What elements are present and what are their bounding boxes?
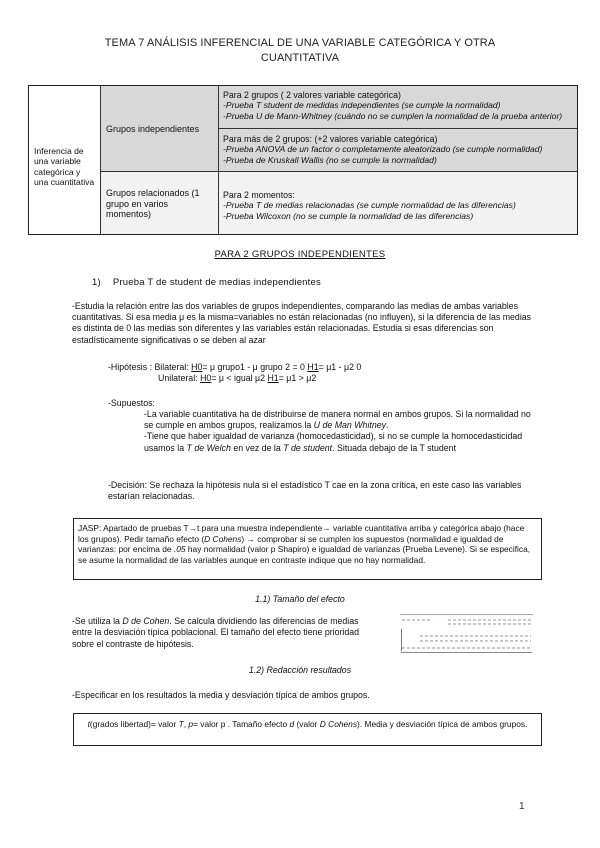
bilateral-h0: = μ grupo1 - μ grupo 2 = 0 [202,362,308,372]
two-groups-head: Para 2 grupos ( 2 valores variable categórica) [223,90,401,100]
welch-term: T de Welch [186,442,231,453]
assumption-normality [144,409,534,431]
text: , [183,719,189,729]
student-term: T de student [283,442,333,453]
text: -Tiene que haber igualdad de varianza (homocedasticidad), si no se cumple la homocedasticidad usamos la [144,431,523,453]
h0-label: H0 [191,362,203,372]
groups-related-label: Grupos relacionados (1 grupo en varios momentos) [106,188,200,219]
groups-independent-label: Grupos independientes [106,124,200,134]
text: JASP: Apartado de pruebas T→t para una muestra independiente→ variable cuantitativa arriba y categórica abajo (hace los grupos). Pedir tamaño efecto ( [78,523,525,544]
groups-independent-cell [101,86,219,172]
text: -Se utiliza la [72,616,123,626]
t-value-symbol: T [178,719,184,729]
thumb-row [448,619,531,621]
text: = valor p . Tamaño efecto [193,719,290,729]
assumptions-list [144,409,534,454]
row-header-text: Inferencia de una variable categórica y una cuantitativa [34,146,95,187]
thumb-row [402,619,432,621]
p-symbol: p [188,719,194,729]
text: (valor [294,719,320,729]
thumb-row [402,647,531,649]
unilateral-line [108,373,528,384]
h1-label: H1 [267,373,279,384]
text: ). Media y desviación típica de ambos grupos. [357,719,528,729]
page-number: 1 [519,801,525,812]
document-title [0,36,600,66]
d-symbol: d [289,719,295,729]
cohens-term: D Cohens [319,719,358,729]
thumb-row [420,640,531,642]
effect-size-paragraph [72,616,362,650]
bilateral-h1: = μ1 - μ2 0 [318,362,362,372]
summary-table [28,85,578,235]
thumb-row [448,623,531,625]
unilateral-label: Unilateral: [158,373,201,384]
text: . Se calcula dividiendo las diferencias de medias entre la desviación típica poblacional. El tamaño del efecto tiene prioridad sobre el contraste de hipótesis. [72,616,360,649]
threshold-value: .05 [173,544,186,555]
results-spec: -Especificar en los resultados la media y desviación típica de ambos grupos. [72,690,370,700]
text: . Situada debajo de la T student [332,442,457,453]
thumb-row [420,635,531,637]
decision-paragraph: -Decisión: Se rechaza la hipótesis nula si el estadístico T cae en la zona crítica, en este caso las variables estarían relacionadas. [108,480,522,502]
intro-paragraph: -Estudia la relación entre las dos variables de grupos independientes, comparando las medias de ambas variables cuantitativas. Si esa media μ es la misma=variables no están relacionadas (no influyen), si la diferencia de las medias es distinta de 0 las medias son diferentes y las variables están relacionadas. Estudia si esas diferencias son estadísticamente significativas o se deben al azar [72,301,532,345]
assumption-homoscedasticity [144,431,534,453]
title-line-1: TEMA 7 ANÁLISIS INFERENCIAL DE UNA VARIABLE CATEGÓRICA Y OTRA [104,37,496,49]
jasp-note-box [73,518,542,580]
title-line-2: CUANTITATIVA [260,52,340,64]
test-item: -Prueba T student de medidas independientes (se cumple la normalidad) [223,100,501,111]
results-heading: 1.2) Redacción resultados [248,665,352,675]
more-groups-head: Para más de 2 grupos: (+2 valores variable categórica) [223,134,438,144]
effect-size-heading: 1.1) Tamaño del efecto [255,594,345,604]
groups-related-cell [101,172,219,234]
assumptions-label: -Supuestos: [108,398,155,408]
more-groups-cell [219,129,577,172]
h1-label: H1 [307,362,319,372]
subsection-title [92,277,321,288]
mann-whitney-term: U de Man Whitney [313,420,387,431]
test-item: -Prueba de Kruskall Wallis (no se cumple la normalidad) [223,154,437,165]
test-item: -Prueba T de medias relacionadas (se cumple normalidad de las diferencias) [223,200,516,211]
test-item: -Prueba Wilcoxon (no se cumple la normalidad de las diferencias) [223,210,474,221]
cohens-term: D Cohens [204,533,242,544]
related-head: Para 2 momentos: [223,190,295,200]
hypothesis-label: -Hipótesis : Bilateral: [108,362,192,372]
thumb-bottom-line [401,652,532,653]
text: -La variable cuantitativa ha de distribuirse de manera normal en ambos grupos. Si la normalidad no se cumple en ambos grupos, realizamos la [144,409,531,431]
unilateral-h0: = μ < igual μ2 [211,373,268,384]
jasp-output-thumbnail [400,614,533,653]
subsection-text: Prueba T de student de medias independientes [112,277,321,288]
text: hay normalidad (valor p Shapiro) e igualdad de varianzas (Prueba Levene). Si se especifica, se asume la normalidad de las variables aunque en contraste indique que no hay normalidad. [78,544,531,565]
unilateral-h1: = μ1 > μ2 [278,373,317,384]
cohen-term: D de Cohen [122,616,170,626]
row-header-cell [29,86,101,234]
test-item: -Prueba ANOVA de un factor o completamente aleatorizado (se cumple normalidad) [223,144,543,155]
related-cell [219,172,577,234]
results-template-box [73,713,542,746]
text: . [386,420,389,431]
test-item: -Prueba U de Mann-Whitney (cuándo no se cumplen la normalidad de la prueba anterior) [223,110,563,121]
text: (grados libertad)= valor [89,719,179,729]
section-heading: PARA 2 GRUPOS INDEPENDIENTES [214,249,386,260]
t-symbol: t [87,719,90,729]
text: ) → comprobar si se cumplen los supuestos (normalidad e igualdad de varianzas: por encima de [78,533,504,555]
text: en vez de la [230,442,284,453]
two-groups-cell [219,86,577,129]
subsection-number: 1) [92,277,101,288]
hypothesis-block [108,362,528,384]
h0-label: H0 [200,373,212,384]
